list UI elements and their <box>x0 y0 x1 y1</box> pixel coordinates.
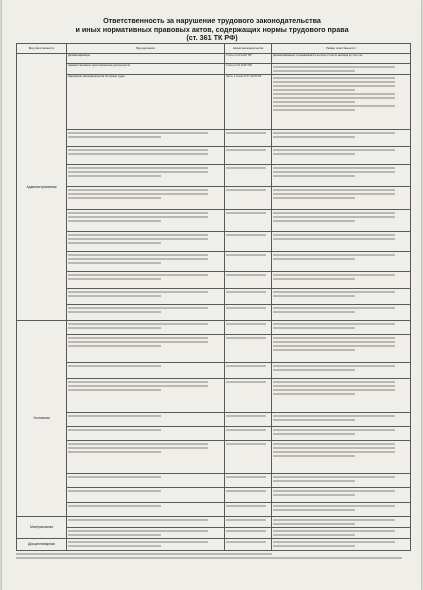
row-norm: Часть 1 статьи 5.27 КоАП РФ <box>225 75 272 130</box>
header-sanction: Размер ответственности <box>272 44 411 54</box>
row-norm <box>225 147 272 165</box>
row-norm: Статья 3.12 КоАП РФ <box>225 64 272 75</box>
row-violation <box>67 272 225 289</box>
row-norm <box>225 165 272 187</box>
row-norm <box>225 503 272 517</box>
row-sanction <box>272 187 411 210</box>
title-line-3: (ст. 361 ТК РФ) <box>186 33 238 43</box>
row-norm <box>225 379 272 413</box>
responsibility-table <box>16 43 411 551</box>
row-violation: Дисквалификация <box>67 54 225 64</box>
row-violation <box>67 517 225 528</box>
row-sanction <box>272 413 411 427</box>
row-violation: Нарушение законодательства об охране труда <box>67 75 225 130</box>
row-violation <box>67 165 225 187</box>
row-violation <box>67 503 225 517</box>
row-sanction <box>272 488 411 503</box>
row-sanction <box>272 64 411 75</box>
header-norm: Норма законодательства <box>225 44 272 54</box>
row-sanction <box>272 272 411 289</box>
row-sanction <box>272 75 411 130</box>
row-norm <box>225 413 272 427</box>
title-line-1: Ответственность за нарушение трудового законодательства <box>103 16 321 25</box>
row-violation <box>67 252 225 272</box>
row-violation <box>67 474 225 488</box>
row-norm <box>225 321 272 335</box>
row-sanction <box>272 305 411 321</box>
footnote-1 <box>16 553 410 555</box>
category-criminal: Уголовная <box>17 321 67 517</box>
category-disciplinary: Дисциплинарная <box>17 539 67 551</box>
row-violation <box>67 210 225 232</box>
row-sanction <box>272 335 411 363</box>
row-sanction <box>272 363 411 379</box>
row-sanction <box>272 539 411 551</box>
row-violation <box>67 305 225 321</box>
header-violation: Вид нарушения <box>67 44 225 54</box>
category-material: Материальная <box>17 517 67 539</box>
row-sanction <box>272 232 411 252</box>
row-norm <box>225 210 272 232</box>
row-norm <box>225 474 272 488</box>
category-administrative: Административная <box>17 54 67 321</box>
row-violation <box>67 187 225 210</box>
row-sanction <box>272 517 411 528</box>
header-type: Вид ответственности <box>17 44 67 54</box>
row-sanction <box>272 165 411 187</box>
row-norm <box>225 305 272 321</box>
row-violation <box>67 321 225 335</box>
row-norm <box>225 252 272 272</box>
title-line-2: и иных нормативных правовых актов, содержащих нормы трудового права <box>75 24 349 34</box>
row-sanction <box>272 503 411 517</box>
row-violation <box>67 528 225 539</box>
row-sanction <box>272 321 411 335</box>
row-sanction: Дисквалификация устанавливается на срок от шести месяцев до трех лет. <box>272 54 411 64</box>
row-violation <box>67 232 225 252</box>
row-violation <box>67 488 225 503</box>
document-title <box>62 17 362 43</box>
row-violation <box>67 427 225 441</box>
row-violation: Административное приостановление деятельности <box>67 64 225 75</box>
row-norm <box>225 335 272 363</box>
row-violation <box>67 130 225 147</box>
row-norm <box>225 363 272 379</box>
footnotes <box>16 551 410 559</box>
row-norm <box>225 528 272 539</box>
row-violation <box>67 413 225 427</box>
row-violation <box>67 441 225 474</box>
footnote-2 <box>16 557 410 559</box>
row-sanction <box>272 252 411 272</box>
row-violation <box>67 379 225 413</box>
row-sanction <box>272 474 411 488</box>
row-violation <box>67 147 225 165</box>
row-norm <box>225 488 272 503</box>
document-page <box>2 0 421 590</box>
row-norm <box>225 427 272 441</box>
row-sanction <box>272 130 411 147</box>
row-norm <box>225 441 272 474</box>
row-sanction <box>272 441 411 474</box>
row-sanction <box>272 427 411 441</box>
row-norm: Статья 3.11 КоАП РФ <box>225 54 272 64</box>
row-violation <box>67 539 225 551</box>
row-sanction <box>272 289 411 305</box>
row-sanction <box>272 379 411 413</box>
row-norm <box>225 130 272 147</box>
row-violation <box>67 363 225 379</box>
row-sanction <box>272 528 411 539</box>
row-violation <box>67 335 225 363</box>
row-norm <box>225 289 272 305</box>
row-norm <box>225 272 272 289</box>
row-norm <box>225 187 272 210</box>
row-norm <box>225 539 272 551</box>
row-sanction <box>272 147 411 165</box>
row-norm <box>225 232 272 252</box>
row-violation <box>67 289 225 305</box>
row-sanction <box>272 210 411 232</box>
row-norm <box>225 517 272 528</box>
